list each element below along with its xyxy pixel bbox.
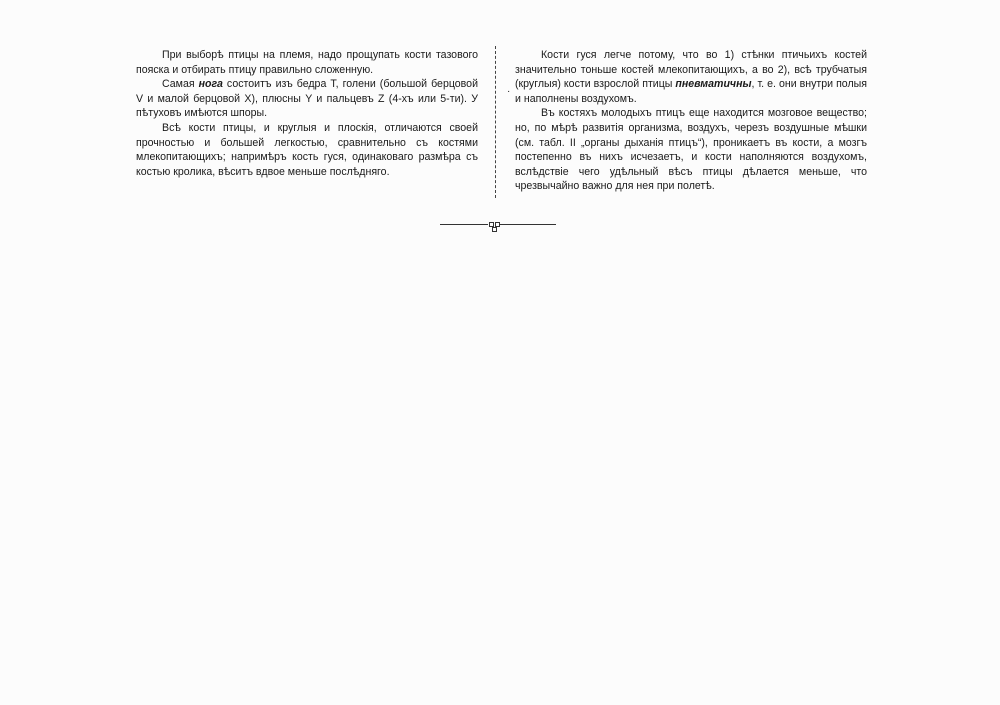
paragraph-young-birds: Въ костяхъ молодыхъ птицъ еще находится мозговое вещество; но, по мѣрѣ развитія организма, воздухъ, черезъ воздушные мѣшки (см. табл. II „органы дыханія птицъ“), проникаетъ въ кости, а мозгъ постепенно въ нихъ исчезаетъ, и кости наполняются воздухомъ, вслѣдствіе чего удѣльный вѣсъ птицы дѣлается меньше, что чрезвычайно важно для нея при полетѣ. <box>515 107 867 193</box>
ornament-line-right <box>500 224 556 225</box>
stray-mark: · <box>507 86 511 97</box>
text-span: Самая <box>162 78 199 91</box>
ornament-square <box>492 227 497 232</box>
ornament-line-left <box>440 224 488 225</box>
emphasis-leg: нога <box>198 78 223 91</box>
emphasis-pneumatic: пневматичны <box>675 78 752 91</box>
text-span: состоитъ изъ бедра T, голени (большой берцовой V и малой берцовой X), плюсны Y и пальцевъ Z (4-хъ или 5-ти). У пѣтуховъ имѣются шпоры. <box>136 78 478 120</box>
left-text-column <box>136 48 478 179</box>
text-span: , т. е. они внутри полыя и наполнены воздухомъ. <box>515 78 867 105</box>
paragraph-bones-lightness: Всѣ кости птицы, и круглыя и плоскія, отличаются своей прочностью и большей легкостью, сравнительно съ костями млекопитающихъ; напримѣръ кость гуся, одинаковаго размѣра съ костью кролика, вѣситъ вдвое меньше послѣдняго. <box>136 121 478 178</box>
right-text-column <box>515 48 867 194</box>
paragraph-goose-bones <box>515 48 867 106</box>
text-span: Кости гуся легче потому, что во 1) стѣнки птичьихъ костей значительно тоньше костей млекопитающихъ, а во 2), всѣ трубчатыя (круглыя) кости взрослой птицы <box>515 49 867 91</box>
paragraph-pelvis: При выборѣ птицы на племя, надо прощупать кости тазового пояска и отбирать птицу правильно сложенную. <box>136 49 478 76</box>
column-divider <box>495 46 496 198</box>
section-end-ornament <box>440 216 556 236</box>
paragraph-leg <box>136 77 478 121</box>
